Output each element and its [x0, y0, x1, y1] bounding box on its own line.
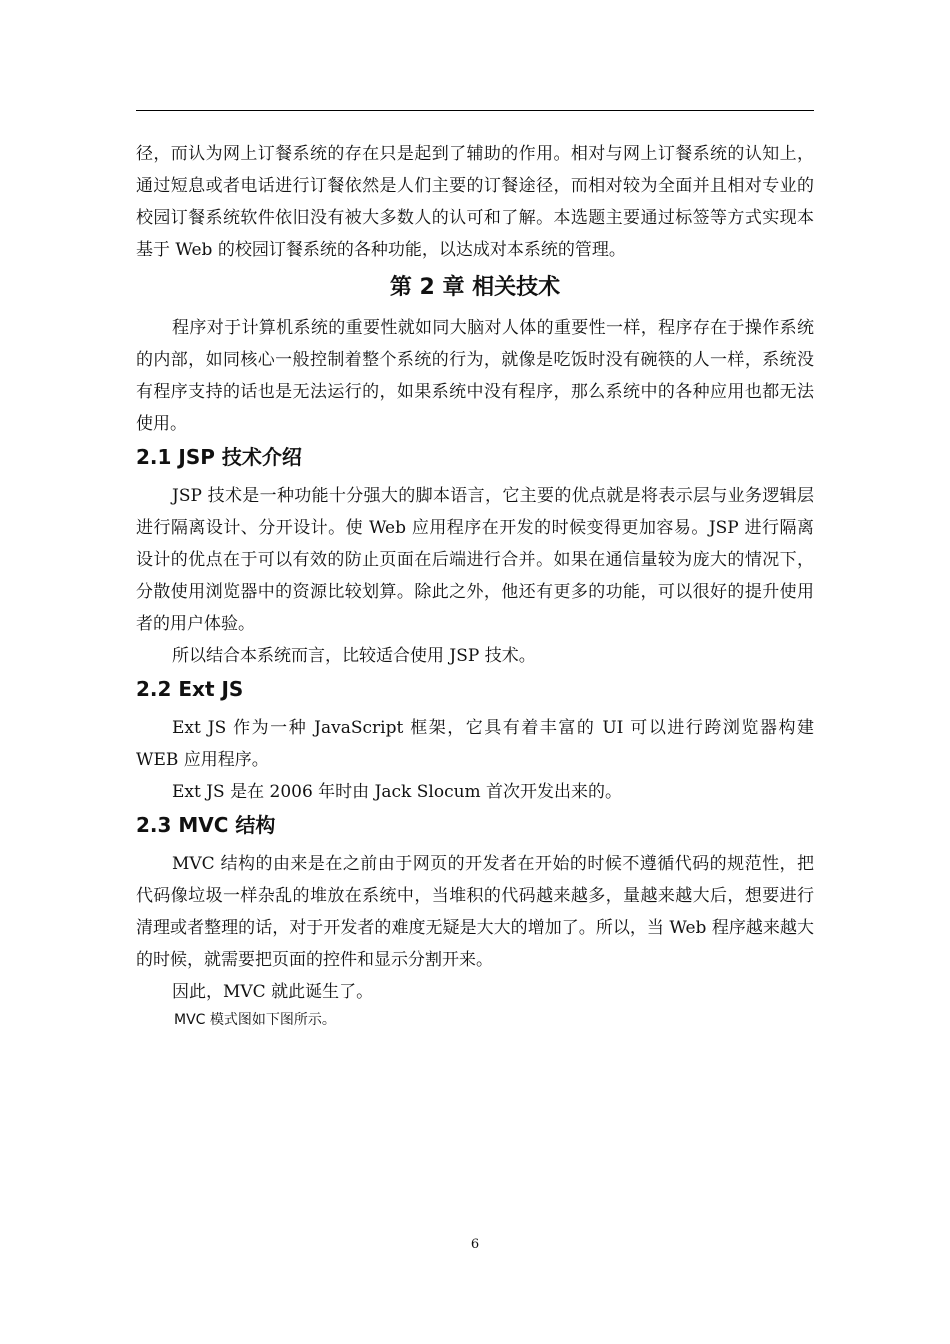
- figure-caption-text: MVC 模式图如下图所示。: [174, 1012, 336, 1028]
- jsp-conclusion: 所以结合本系统而言，比较适合使用 JSP 技术。: [172, 646, 536, 666]
- jsp-paragraph: JSP 技术是一种功能十分强大的脚本语言，它主要的优点就是将表示层与业务逻辑层进行隔离设计、分开设计。使 Web 应用程序在开发的时候变得更加容易。JSP 进行隔离设计的优点在于可以有效的防止页面在后端进行合并。如果在通信量较为庞大的情况下，分散使用浏览器中的资源比较划算。除此之外，他还有更多的功能，可以很好的提升使用者的用户体验。: [136, 486, 814, 634]
- section-title-mvc: 2.3 MVC 结构: [136, 813, 276, 837]
- chapter-title: 第 2 章 相关技术: [389, 275, 561, 300]
- intro-paragraph: 径，而认为网上订餐系统的存在只是起到了辅助的作用。相对与网上订餐系统的认知上，通过短息或者电话进行订餐依然是人们主要的订餐途径，而相对较为全面并且相对专业的校园订餐系统软件依旧没有被大多数人的认可和了解。本选题主要通过标签等方式实现本基于 Web 的校园订餐系统的各种功能，以达成对本系统的管理。: [136, 144, 814, 260]
- header-rule: [136, 110, 814, 111]
- extjs-history: Ext JS 是在 2006 年时由 Jack Slocum 首次开发出来的。: [172, 782, 623, 802]
- page-number: 6: [470, 1237, 480, 1252]
- chapter-paragraph: 程序对于计算机系统的重要性就如同大脑对人体的重要性一样，程序存在于操作系统的内部，如同核心一般控制着整个系统的行为，就像是吃饭时没有碗筷的人一样，系统没有程序支持的话也是无法运行的，如果系统中没有程序，那么系统中的各种应用也都无法使用。: [136, 318, 814, 434]
- extjs-paragraph: Ext JS 作为一种 JavaScript 框架，它具有着丰富的 UI 可以进行跨浏览器构建 WEB 应用程序。: [136, 718, 814, 770]
- mvc-paragraph: MVC 结构的由来是在之前由于网页的开发者在开始的时候不遵循代码的规范性，把代码像垃圾一样杂乱的堆放在系统中，当堆积的代码越来越多，量越来越大后，想要进行清理或者整理的话，对于开发者的难度无疑是大大的增加了。所以，当 Web 程序越来越大的时候，就需要把页面的控件和显示分割开来。: [136, 854, 814, 970]
- section-title-jsp: 2.1 JSP 技术介绍: [136, 445, 302, 469]
- section-title-extjs: 2.2 Ext JS: [136, 677, 244, 701]
- mvc-conclusion: 因此，MVC 就此诞生了。: [172, 982, 374, 1002]
- document-body: [136, 138, 814, 1030]
